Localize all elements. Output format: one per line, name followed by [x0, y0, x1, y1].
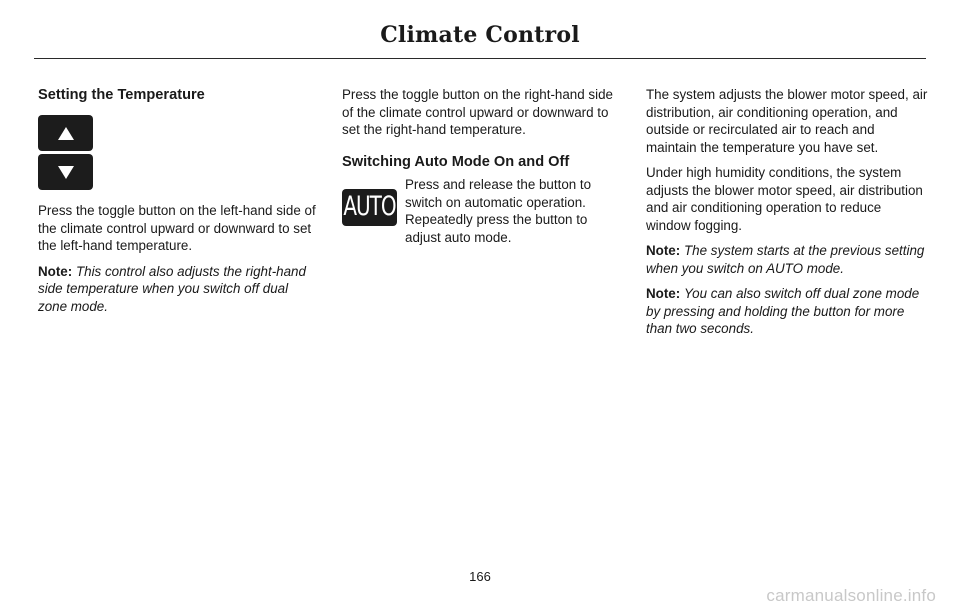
temperature-down-key — [38, 154, 93, 190]
auto-key-label: AUTO — [343, 189, 396, 223]
note-label: Note: — [646, 286, 681, 301]
column-middle — [342, 86, 622, 245]
page-title: Climate Control — [380, 22, 580, 48]
column-left — [38, 86, 320, 323]
watermark-text: carmanualsonline.info — [766, 586, 936, 605]
note-text: The system starts at the previous setting when you switch on AUTO mode. — [646, 243, 925, 276]
system-paragraph: The system adjusts the blower motor speed, air distribution, air conditioning operation, and outside or recirculated air to reach and maintain the temperature you have set. — [646, 87, 928, 155]
triangle-up-icon — [58, 127, 74, 140]
note-text: This control also adjusts the right-hand side temperature when you switch off dual zone mode. — [38, 263, 306, 314]
note — [646, 242, 928, 277]
humidity-paragraph: Under high humidity conditions, the system adjusts the blower motor speed, air distribution and air conditioning operation to reduce window fogging. — [646, 165, 923, 233]
section-heading-temperature: Setting the Temperature — [38, 87, 205, 103]
note-label: Note: — [646, 243, 681, 258]
note-label: Note: — [38, 263, 73, 279]
left-temperature-paragraph: Press the toggle button on the left-hand side of the climate control upward or downward to set the left-hand temperature. — [38, 203, 316, 253]
temperature-toggle-keys — [38, 115, 320, 190]
auto-key-icon — [342, 189, 397, 226]
note — [38, 263, 320, 316]
temperature-up-key — [38, 115, 93, 151]
column-right — [646, 86, 928, 346]
triangle-down-icon — [58, 166, 74, 179]
note — [646, 285, 928, 338]
section-heading-auto-mode: Switching Auto Mode On and Off — [342, 153, 570, 170]
right-temperature-paragraph: Press the toggle button on the right-hand side of the climate control upward or downward to set the right-hand temperature. — [342, 87, 613, 137]
header-divider — [34, 58, 926, 59]
page-number: 166 — [469, 569, 491, 584]
note-text: You can also switch off dual zone mode by pressing and holding the button for more than two seconds. — [646, 286, 920, 336]
auto-mode-paragraph: Press and release the button to switch on automatic operation. Repeatedly press the button to adjust auto mode. — [405, 177, 592, 245]
